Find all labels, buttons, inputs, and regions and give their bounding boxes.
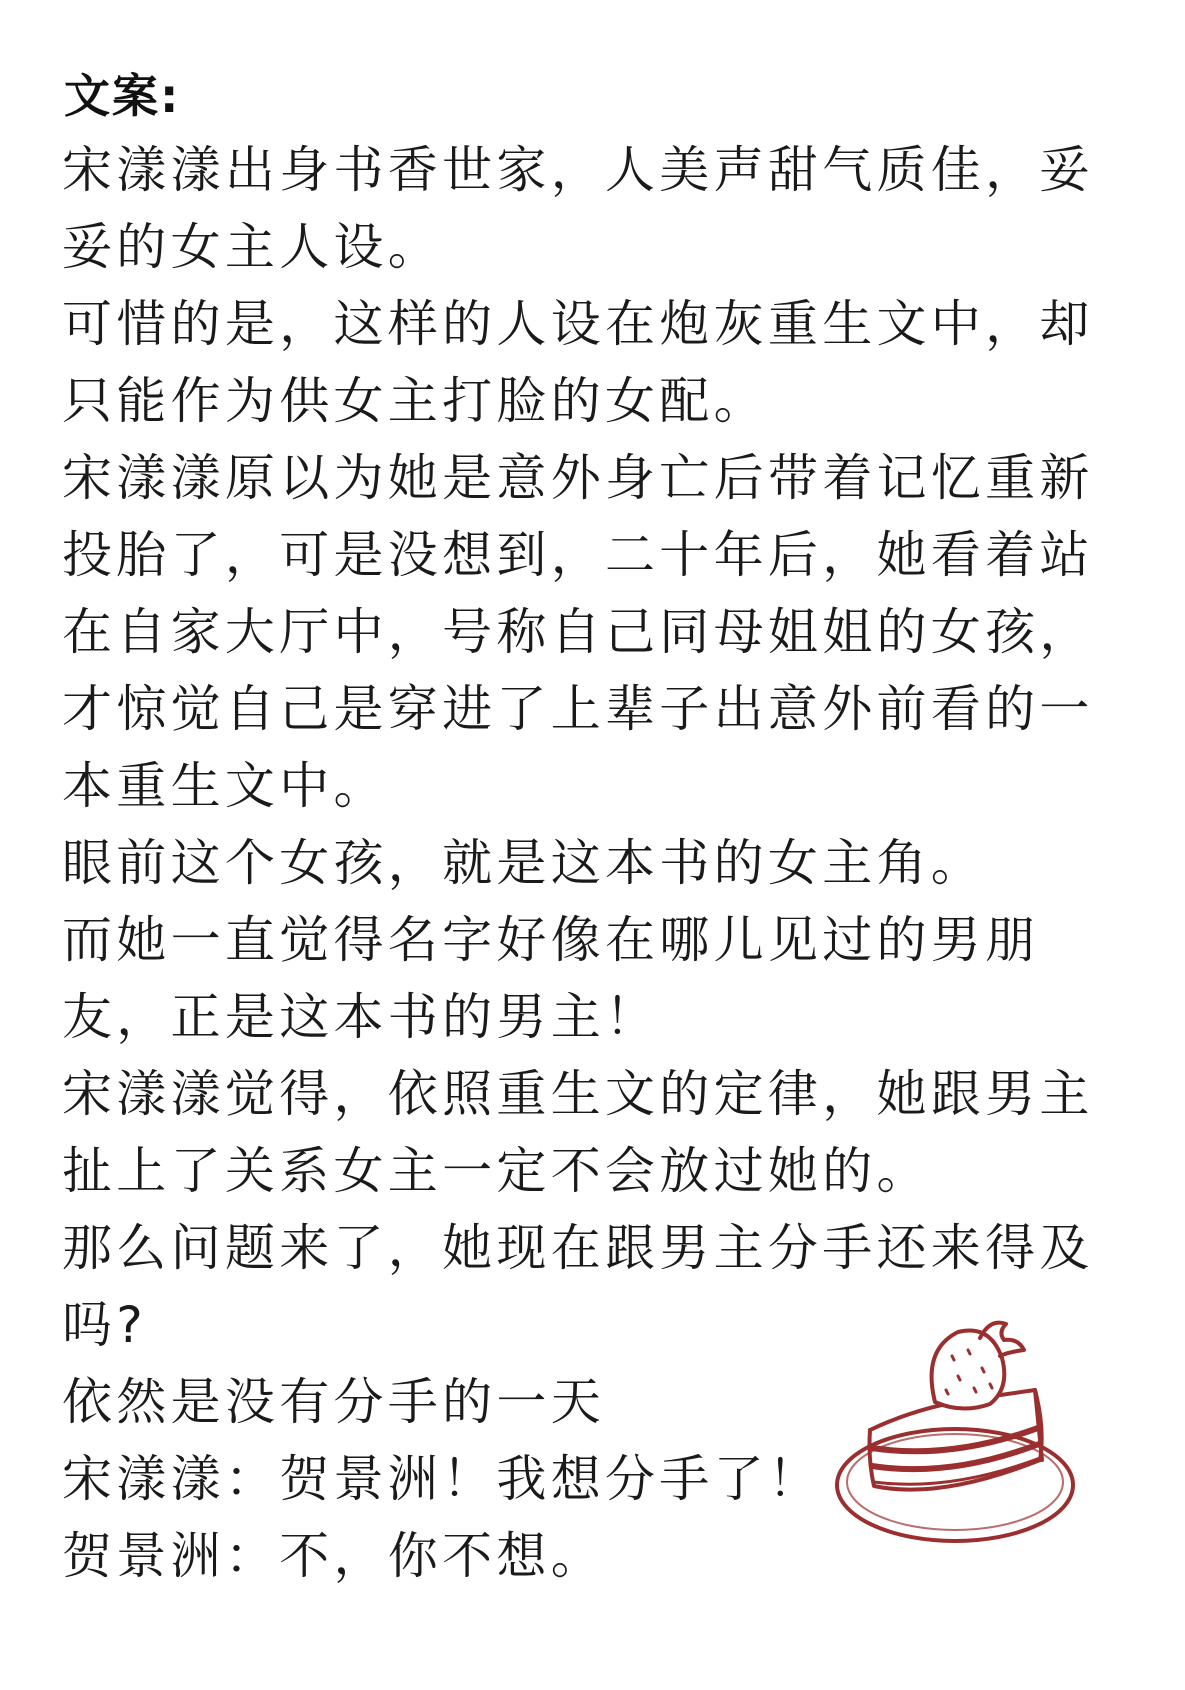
strawberry — [932, 1330, 1005, 1408]
paragraph: 宋漾漾原以为她是意外身亡后带着记忆重新投胎了，可是没想到，二十年后，她看着站在自家大厅中，号称自己同母姐姐的女孩，才惊觉自己是穿进了上辈子出意外前看的一本重生文中。 — [62, 449, 1094, 815]
paragraph: 眼前这个女孩，就是这本书的女主角。 — [62, 834, 986, 892]
paragraph: 而她一直觉得名字好像在哪儿见过的男朋友，正是这本书的男主！ — [62, 911, 1040, 1046]
document-title: 文案: — [64, 69, 181, 123]
paragraph: 那么问题来了，她现在跟男主分手还来得及吗? — [62, 1219, 1094, 1354]
paragraph: 可惜的是，这样的人设在炮灰重生文中，却只能作为供女主打脸的女配。 — [62, 295, 1094, 430]
dialogue-line: 贺景洲：不，你不想。 — [62, 1527, 605, 1585]
paragraph: 依然是没有分手的一天 — [62, 1373, 605, 1431]
paragraph: 宋漾漾觉得，依照重生文的定律，她跟男主扯上了关系女主一定不会放过她的。 — [62, 1065, 1094, 1200]
strawberry-cake-icon — [830, 1310, 1130, 1570]
paragraph: 宋漾漾出身书香世家，人美声甜气质佳，妥妥的女主人设。 — [62, 141, 1094, 276]
dialogue-line: 宋漾漾：贺景洲！我想分手了！ — [62, 1450, 823, 1508]
